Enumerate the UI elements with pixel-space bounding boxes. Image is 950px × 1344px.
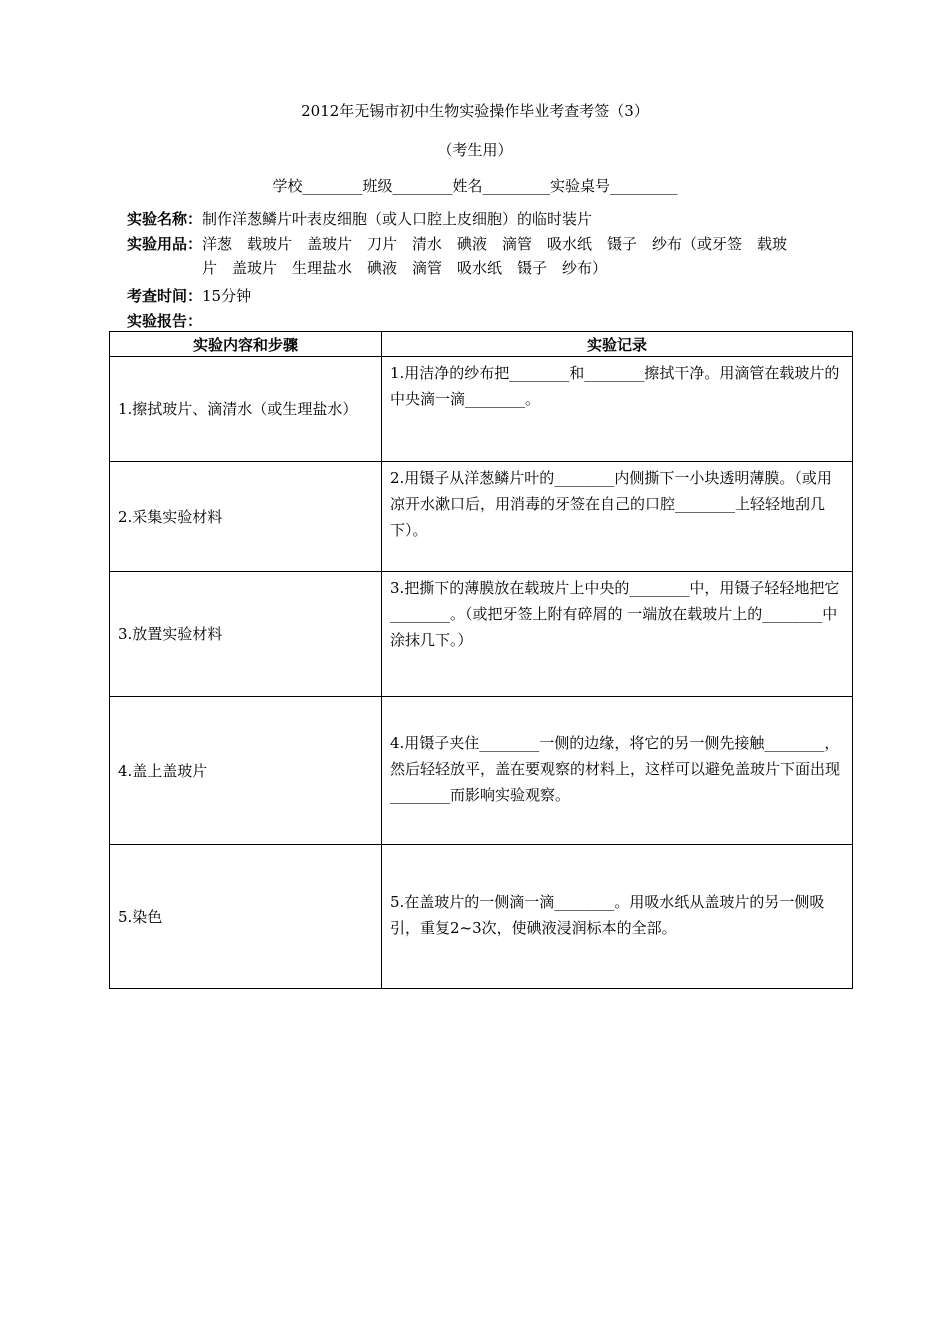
- materials-label: 实验用品：: [127, 235, 203, 253]
- experiment-name-line: [127, 207, 877, 231]
- record-cell: 2.用镊子从洋葱鳞片叶的________内侧撕下一小块透明薄膜。（或用凉开水漱口后，用消毒的牙签在自己的口腔________上轻轻地刮几下）。: [382, 462, 853, 572]
- step-cell: 2.采集实验材料: [110, 462, 382, 572]
- header-steps: 实验内容和步骤: [110, 332, 382, 357]
- materials-block: [127, 232, 877, 280]
- table-row: [110, 845, 853, 989]
- report-heading: [127, 309, 877, 333]
- report-table: [109, 331, 853, 989]
- record-cell: 5.在盖玻片的一侧滴一滴________。用吸水纸从盖玻片的另一侧吸引，重复2~3次，使碘液浸润标本的全部。: [382, 845, 853, 989]
- materials-line-1: 洋葱 载玻片 盖玻片 刀片 清水 碘液 滴管 吸水纸 镊子 纱布（或牙签 载玻: [202, 235, 788, 253]
- record-cell: 4.用镊子夹住________一侧的边缘，将它的另一侧先接触________，然后轻轻放平，盖在要观察的材料上，这样可以避免盖玻片下面出现________而影响实验观察。: [382, 697, 853, 845]
- table-row: [110, 357, 853, 462]
- table-header-row: [110, 332, 853, 357]
- exam-time-value: 15分钟: [202, 287, 252, 305]
- materials-line-2: 片 盖玻片 生理盐水 碘液 滴管 吸水纸 镊子 纱布）: [202, 259, 608, 277]
- table-row: [110, 697, 853, 845]
- experiment-name-label: 实验名称：: [127, 210, 203, 228]
- report-label: 实验报告：: [127, 312, 203, 330]
- step-cell: 4.盖上盖玻片: [110, 697, 382, 845]
- student-info-line: 学校________班级________姓名_________实验桌号_________: [272, 177, 678, 195]
- record-cell: 1.用洁净的纱布把________和________擦拭干净。用滴管在载玻片的中央滴一滴________。: [382, 357, 853, 462]
- exam-time-line: [127, 284, 877, 308]
- document-title: 2012年无锡市初中生物实验操作毕业考查考签（3）: [301, 102, 649, 120]
- exam-time-label: 考查时间：: [127, 287, 203, 305]
- step-cell: 5.染色: [110, 845, 382, 989]
- header-record: 实验记录: [382, 332, 853, 357]
- experiment-name-value: 制作洋葱鳞片叶表皮细胞（或人口腔上皮细胞）的临时装片: [202, 210, 593, 228]
- step-cell: 1.擦拭玻片、滴清水（或生理盐水）: [110, 357, 382, 462]
- record-cell: 3.把撕下的薄膜放在载玻片上中央的________中，用镊子轻轻地把它________。（或把牙签上附有碎屑的 一端放在载玻片上的________中涂抹几下。）: [382, 572, 853, 697]
- table-row: [110, 462, 853, 572]
- table-row: [110, 572, 853, 697]
- step-cell: 3.放置实验材料: [110, 572, 382, 697]
- document-subtitle: （考生用）: [437, 141, 513, 159]
